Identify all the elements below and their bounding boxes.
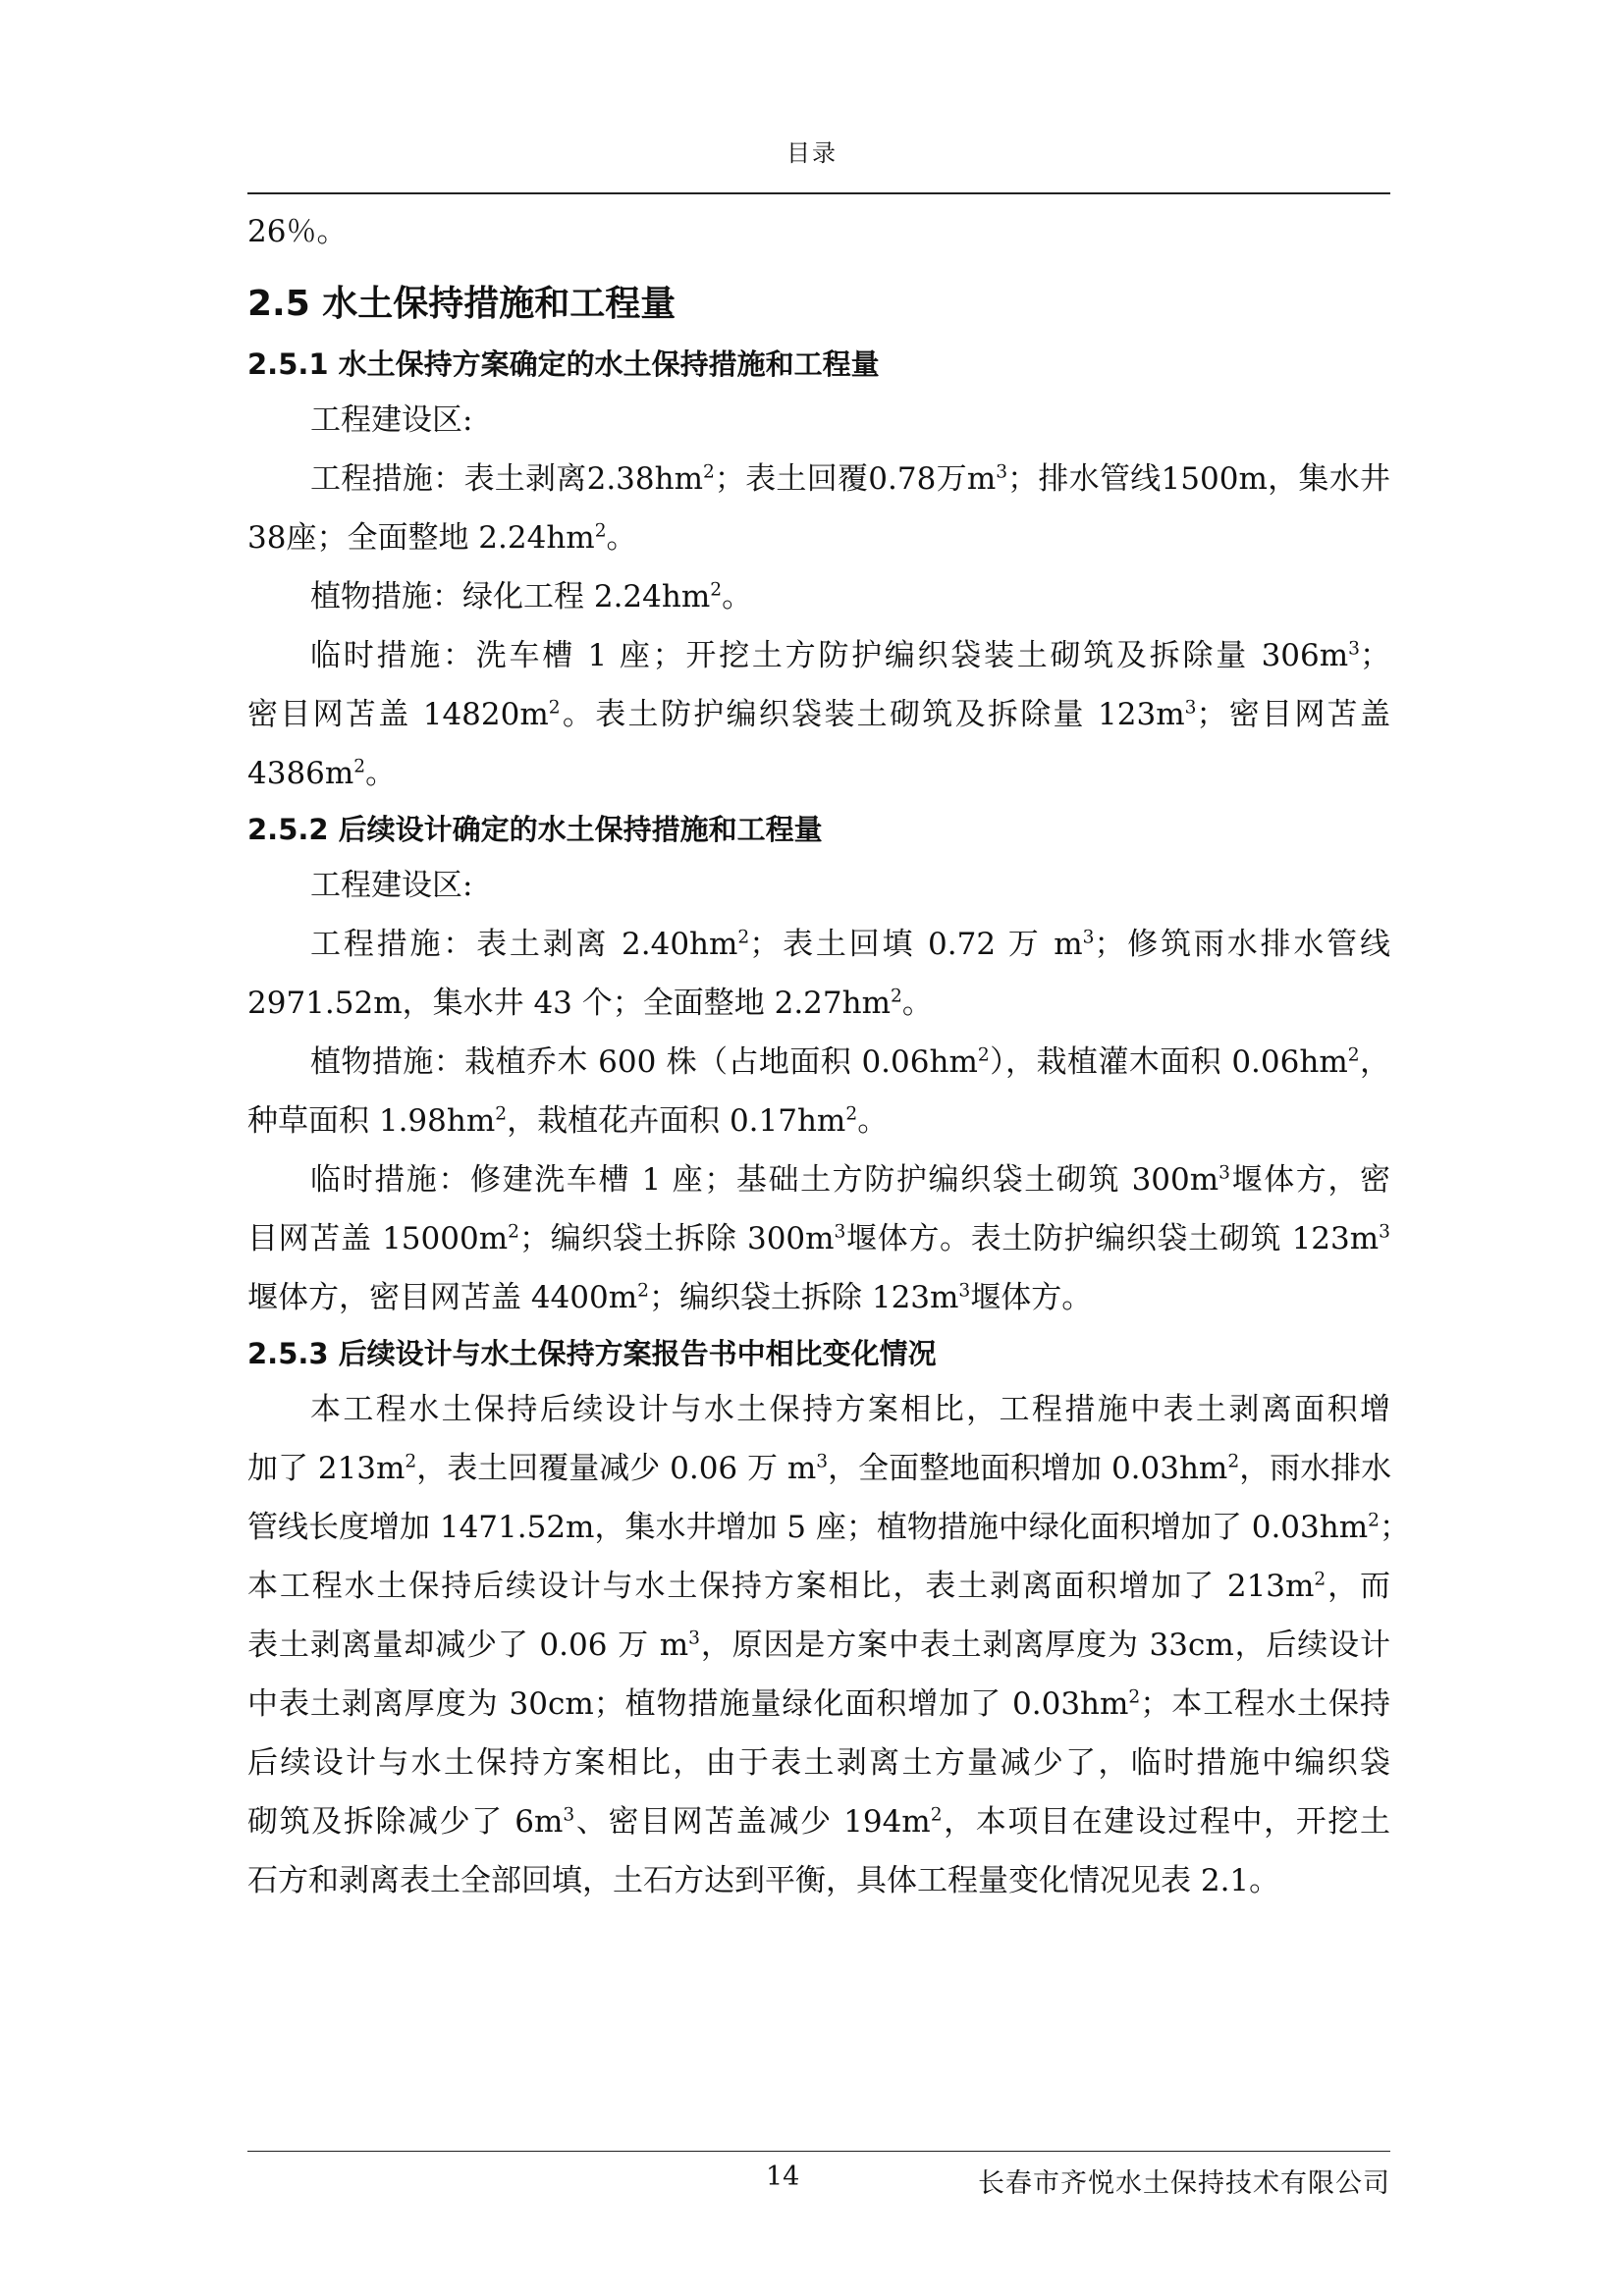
footer-company-name: 长春市齐悦水土保持技术有限公司: [978, 2168, 1390, 2199]
paragraph-line: 堰体方，密目网苫盖 $4400m^2$；编织袋土拆除 $123m^3$堰体方。: [247, 1280, 1093, 1315]
paragraph-line: 工程建设区:: [310, 402, 473, 438]
paragraph-line: 工程措施：表土剥离 $2.40hm^2$；表土回填 0.72 万 $m^3$；修筑雨水排水管线: [310, 927, 1390, 962]
paragraph-line: 本工程水土保持后续设计与水土保持方案相比，工程措施中表土剥离面积增: [310, 1392, 1390, 1427]
text-line: 26％。: [247, 214, 348, 249]
paragraph-line: 管线长度增加 1471.52m，集水井增加 5 座；植物措施中绿化面积增加了 $0.03hm^2$；: [247, 1510, 1410, 1545]
paragraph-line: 后续设计与水土保持方案相比，由于表土剥离土方量减少了，临时措施中编织袋: [247, 1745, 1390, 1781]
paragraph-line: 临时措施：修建洗车槽 1 座；基础土方防护编织袋土砌筑 $300m^3$堰体方，密: [310, 1162, 1390, 1198]
subsection-heading: 2.5.3 后续设计与水土保持方案报告书中相比变化情况: [247, 1337, 937, 1370]
paragraph-line: 石方和剥离表土全部回填，土石方达到平衡，具体工程量变化情况见表 2.1。: [247, 1863, 1280, 1898]
paragraph-line: 表土剥离量却减少了 0.06 万 $m^3$，原因是方案中表土剥离厚度为 33cm，后续设计: [247, 1628, 1391, 1663]
page-number: 14: [766, 2162, 800, 2192]
paragraph-line: 2971.52m，集水井 43 个；全面整地 $2.27hm^2$。: [247, 986, 933, 1021]
paragraph-line: 工程措施：表土剥离$2.38hm^2$；表土回覆0.78万$m^3$；排水管线1500m，集水井: [310, 461, 1390, 497]
page-body: [247, 202, 1410, 1910]
paragraph-line: 密目网苫盖 $14820m^2$。表土防护编织袋装土砌筑及拆除量 $123m^3$；密目网苫盖: [247, 697, 1390, 732]
header-rule: [247, 192, 1390, 194]
footer-rule: [247, 2151, 1390, 2152]
paragraph-line: 中表土剥离厚度为 30cm；植物措施量绿化面积增加了 $0.03hm^2$；本工程水土保持: [247, 1686, 1390, 1722]
paragraph-line: 目网苫盖 $15000m^2$；编织袋土拆除 $300m^3$堰体方。表土防护编织袋土砌筑 $123m^3$: [247, 1221, 1390, 1256]
paragraph-line: 植物措施：绿化工程 $2.24hm^2$。: [310, 579, 753, 614]
section-heading: 2.5 水土保持措施和工程量: [247, 284, 677, 324]
paragraph-line: 植物措施：栽植乔木 600 株（占地面积 $0.06hm^2$），栽植灌木面积 $0.06hm^2$，: [310, 1044, 1390, 1080]
paragraph-line: $4386m^2$。: [247, 756, 397, 791]
subsection-heading: 2.5.1 水土保持方案确定的水土保持措施和工程量: [247, 347, 880, 381]
paragraph-line: 临时措施：洗车槽 1 座；开挖土方防护编织袋装土砌筑及拆除量 $306m^3$；: [310, 638, 1390, 673]
paragraph-line: 工程建设区:: [310, 868, 473, 903]
subsection-heading: 2.5.2 后续设计确定的水土保持措施和工程量: [247, 813, 823, 846]
paragraph-line: 砌筑及拆除减少了 $6m^3$、密目网苫盖减少 $194m^2$，本项目在建设过程中，开挖土: [247, 1804, 1390, 1840]
paragraph-line: 种草面积 $1.98hm^2$，栽植花卉面积 $0.17hm^2$。: [247, 1103, 889, 1139]
header-title: 目录: [786, 139, 838, 167]
paragraph-line: 本工程水土保持后续设计与水土保持方案相比，表土剥离面积增加了 $213m^2$，而: [247, 1569, 1391, 1604]
paragraph-line: 38座；全面整地 $2.24hm^2$。: [247, 520, 637, 556]
paragraph-line: 加了 $213m^2$，表土回覆量减少 0.06 万 $m^3$，全面整地面积增加 $0.03hm^2$，雨水排水: [247, 1451, 1392, 1486]
